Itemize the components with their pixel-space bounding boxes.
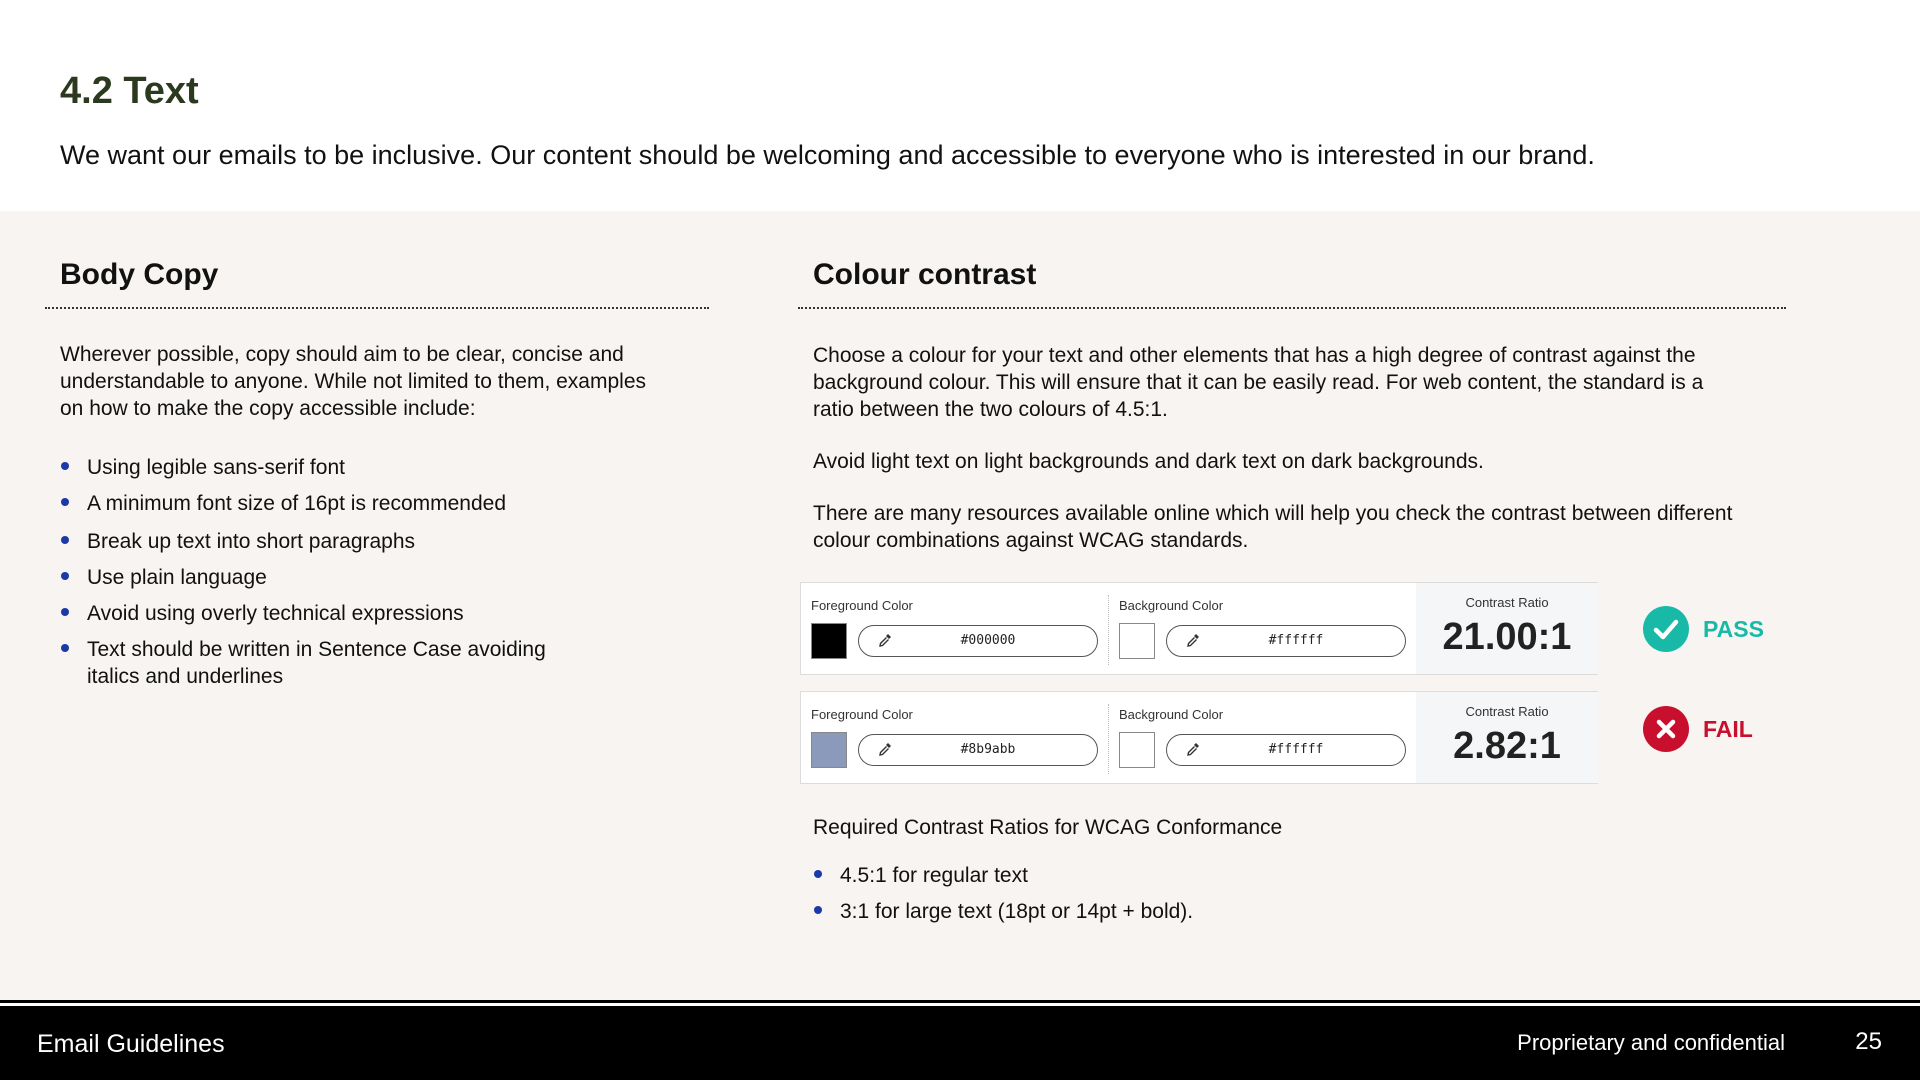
background-color-label: Background Color (1119, 598, 1224, 613)
foreground-swatch[interactable] (811, 732, 847, 768)
list-item (60, 636, 546, 690)
list-item-text: A minimum font size of 16pt is recommended (87, 492, 507, 515)
background-swatch[interactable] (1119, 732, 1155, 768)
list-item (60, 528, 546, 555)
colour-contrast-divider (798, 307, 1786, 309)
list-item-text: Using legible sans-serif font (87, 456, 345, 479)
foreground-hex-input[interactable] (858, 625, 1098, 657)
contrast-checker-pass (800, 582, 1598, 675)
footer-document-title: Email Guidelines (37, 1030, 225, 1058)
paragraph-line: There are many resources available online which will help you check the contrast between different (813, 502, 1733, 525)
colour-contrast-paragraph-2: Avoid light text on light backgrounds and dark text on dark backgrounds. (813, 450, 1484, 473)
colour-contrast-title: Colour contrast (813, 258, 1037, 291)
header (0, 0, 1920, 211)
list-item (813, 862, 1193, 889)
list-item-text: Break up text into short paragraphs (87, 530, 416, 553)
background-color-label: Background Color (1119, 707, 1224, 722)
paragraph-line: understandable to anyone. While not limited to them, examples (60, 370, 647, 393)
list-item (60, 564, 546, 591)
body-copy-paragraph (60, 341, 646, 422)
list-item-text: italics and underlines (87, 665, 284, 688)
contrast-ratio-value: 2.82:1 (1453, 725, 1561, 767)
foreground-swatch[interactable] (811, 623, 847, 659)
content-panel (0, 211, 1920, 1001)
contrast-ratio-value: 21.00:1 (1442, 616, 1572, 658)
contrast-ratio-label: Contrast Ratio (1465, 704, 1549, 719)
page-number: 25 (1855, 1028, 1882, 1055)
paragraph-line: ratio between the two colours of 4.5:1. (813, 398, 1168, 421)
background-hex-input[interactable] (1166, 734, 1406, 766)
contrast-checker-fail (800, 691, 1598, 784)
list-item (60, 490, 546, 517)
eyedropper-icon[interactable] (877, 741, 893, 757)
eyedropper-icon[interactable] (1185, 632, 1201, 648)
background-hex-value: #ffffff (1268, 633, 1324, 648)
foreground-color-group (801, 692, 1108, 785)
fail-label: FAIL (1703, 716, 1753, 742)
fail-result (1643, 706, 1843, 752)
body-copy-title: Body Copy (60, 258, 219, 291)
paragraph-line: background colour. This will ensure that it can be easily read. For web content, the standard is a (813, 371, 1704, 394)
paragraph-line: colour combinations against WCAG standards. (813, 529, 1249, 552)
pass-label: PASS (1703, 616, 1764, 642)
close-icon (1643, 706, 1689, 752)
eyedropper-icon[interactable] (877, 632, 893, 648)
list-item-text: 4.5:1 for regular text (840, 864, 1028, 887)
paragraph-line: on how to make the copy accessible include: (60, 397, 476, 420)
pass-result (1643, 606, 1843, 652)
foreground-color-label: Foreground Color (811, 598, 913, 613)
paragraph-line: Choose a colour for your text and other elements that has a high degree of contrast against the (813, 344, 1696, 367)
background-swatch[interactable] (1119, 623, 1155, 659)
background-hex-input[interactable] (1166, 625, 1406, 657)
background-color-group (1109, 692, 1416, 785)
eyedropper-icon[interactable] (1185, 741, 1201, 757)
background-color-group (1109, 583, 1416, 676)
foreground-hex-value: #000000 (960, 633, 1016, 648)
colour-contrast-paragraph-3 (813, 500, 1732, 554)
foreground-hex-value: #8b9abb (960, 742, 1016, 757)
list-item (813, 898, 1193, 925)
list-item-text: Avoid using overly technical expressions (87, 602, 464, 625)
list-item-text: Use plain language (87, 566, 267, 589)
list-item (60, 454, 546, 481)
paragraph-line: Wherever possible, copy should aim to be clear, concise and (60, 343, 624, 366)
contrast-ratio-label: Contrast Ratio (1465, 595, 1549, 610)
required-ratios-heading: Required Contrast Ratios for WCAG Conformance (813, 816, 1283, 839)
body-copy-divider (45, 307, 709, 309)
list-item-text: 3:1 for large text (18pt or 14pt + bold). (840, 900, 1194, 923)
contrast-ratio-box (1416, 692, 1598, 783)
footer-divider (0, 1000, 1920, 1003)
contrast-ratio-box (1416, 583, 1598, 674)
footer (0, 1006, 1920, 1080)
check-icon (1643, 606, 1689, 652)
body-copy-bullets (60, 454, 546, 690)
section-title: 4.2 Text (60, 70, 199, 112)
list-item-text: Text should be written in Sentence Case avoiding (87, 638, 546, 661)
colour-contrast-paragraph-1 (813, 342, 1703, 423)
required-ratios-bullets (813, 862, 1193, 925)
intro-text: We want our emails to be inclusive. Our content should be welcoming and accessible to everyone who is interested in our brand. (60, 140, 1595, 170)
foreground-hex-input[interactable] (858, 734, 1098, 766)
footer-confidential-note: Proprietary and confidential (1517, 1030, 1785, 1055)
background-hex-value: #ffffff (1268, 742, 1324, 757)
foreground-color-label: Foreground Color (811, 707, 913, 722)
list-item (60, 600, 546, 627)
foreground-color-group (801, 583, 1108, 676)
